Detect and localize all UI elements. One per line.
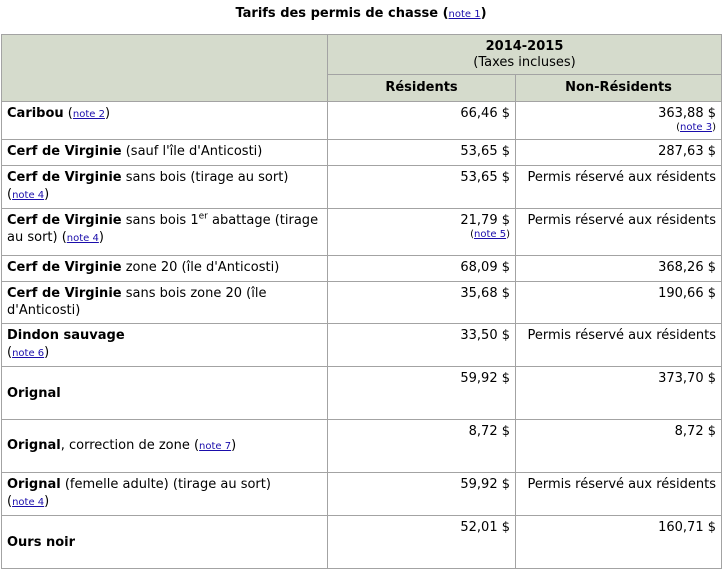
permit-detail: , correction de zone xyxy=(60,438,194,453)
table-caption: Tarifs des permis de chasse (note 1) xyxy=(235,6,487,21)
species-name: Orignal xyxy=(7,385,61,401)
permit-name-cell: Orignal, correction de zone (note 7) xyxy=(2,420,328,473)
residents-price: 59,92 $ xyxy=(328,367,516,420)
residents-price: 53,65 $ xyxy=(328,140,516,166)
taxes-label: (Taxes incluses) xyxy=(473,55,576,70)
species-name: Cerf de Virginie xyxy=(7,170,122,185)
species-name: Cerf de Virginie xyxy=(7,144,122,159)
permit-detail: sans bois 1 xyxy=(121,213,199,228)
permit-name-cell: Cerf de Virginie sans bois (tirage au sort) (note 4) xyxy=(2,166,328,209)
residents-price-cell: 21,79 $ (note 5) xyxy=(328,209,516,256)
table-row xyxy=(2,367,722,420)
residents-price: 35,68 $ xyxy=(328,282,516,324)
note-link[interactable]: note 4 xyxy=(12,190,45,201)
nonresidents-price: 368,26 $ xyxy=(516,256,722,282)
note-link[interactable]: note 3 xyxy=(680,122,713,133)
table-row xyxy=(2,209,722,256)
residents-price: 8,72 $ xyxy=(328,420,516,473)
header-blank-cell xyxy=(2,35,328,102)
residents-price: 33,50 $ xyxy=(328,324,516,367)
nonresidents-price: Permis réservé aux résidents xyxy=(516,324,722,367)
permit-detail: abattage (tirage au sort) xyxy=(7,213,319,245)
permit-detail: sans bois zone 20 (île d'Anticosti) xyxy=(7,286,267,318)
note-link[interactable]: note 7 xyxy=(199,441,232,452)
residents-price: 68,09 $ xyxy=(328,256,516,282)
nonresidents-price: 287,63 $ xyxy=(516,140,722,166)
permit-detail: sans bois (tirage au sort) xyxy=(121,170,289,185)
table-row xyxy=(2,420,722,473)
residents-price: 66,46 $ xyxy=(328,102,516,140)
nonresidents-price: Permis réservé aux résidents xyxy=(516,209,722,256)
period-header xyxy=(328,35,722,75)
residents-price: 59,92 $ xyxy=(328,473,516,516)
table-row xyxy=(2,473,722,516)
species-name: Orignal xyxy=(7,477,61,492)
permit-name-cell: Caribou (note 2) xyxy=(2,102,328,140)
nonresidents-header: Non-Résidents xyxy=(516,75,722,102)
residents-header: Résidents xyxy=(328,75,516,102)
nonresidents-price: 363,88 $ xyxy=(658,106,716,121)
caption-title: Tarifs des permis de chasse xyxy=(235,6,439,21)
nonresidents-price: 373,70 $ xyxy=(516,367,722,420)
permit-name-cell xyxy=(2,282,328,324)
permit-name-cell xyxy=(2,367,328,420)
table-row xyxy=(2,324,722,367)
hunting-permit-fees-table xyxy=(1,34,722,569)
table-row xyxy=(2,140,722,166)
species-name: Dindon sauvage xyxy=(7,328,125,343)
residents-price: 21,79 $ xyxy=(460,213,510,228)
permit-name-cell xyxy=(2,516,328,569)
nonresidents-price: 8,72 $ xyxy=(516,420,722,473)
permit-name-cell: Orignal (femelle adulte) (tirage au sort) (note 4) xyxy=(2,473,328,516)
table-row xyxy=(2,102,722,140)
note-link[interactable]: note 4 xyxy=(66,233,99,244)
species-name: Caribou xyxy=(7,106,64,121)
permit-name-cell xyxy=(2,256,328,282)
species-name: Cerf de Virginie xyxy=(7,260,122,275)
note-link[interactable]: note 6 xyxy=(12,348,45,359)
superscript: er xyxy=(198,211,208,222)
permit-detail: (sauf l'île d'Anticosti) xyxy=(121,144,263,159)
table-row xyxy=(2,166,722,209)
permit-detail: zone 20 (île d'Anticosti) xyxy=(121,260,280,275)
table-row xyxy=(2,516,722,569)
species-name: Cerf de Virginie xyxy=(7,286,122,301)
species-name: Orignal xyxy=(7,438,61,453)
table-row xyxy=(2,256,722,282)
note-link[interactable]: note 1 xyxy=(448,9,481,20)
table-row xyxy=(2,282,722,324)
note-link[interactable]: note 4 xyxy=(12,497,45,508)
period-label: 2014-2015 xyxy=(485,39,564,54)
nonresidents-price: 190,66 $ xyxy=(516,282,722,324)
residents-price: 52,01 $ xyxy=(328,516,516,569)
permit-name-cell: Dindon sauvage (note 6) xyxy=(2,324,328,367)
residents-price: 53,65 $ xyxy=(328,166,516,209)
nonresidents-price: Permis réservé aux résidents xyxy=(516,166,722,209)
nonresidents-price: Permis réservé aux résidents xyxy=(516,473,722,516)
permit-name-cell xyxy=(2,140,328,166)
note-link[interactable]: note 2 xyxy=(72,109,105,120)
permit-detail: (femelle adulte) (tirage au sort) xyxy=(60,477,271,492)
note-link[interactable]: note 5 xyxy=(474,229,507,240)
nonresidents-price: 160,71 $ xyxy=(516,516,722,569)
species-name: Ours noir xyxy=(7,534,76,550)
permit-name-cell: Cerf de Virginie sans bois 1er abattage (tirage au sort) (note 4) xyxy=(2,209,328,256)
species-name: Cerf de Virginie xyxy=(7,213,122,228)
nonresidents-price-cell: 363,88 $ (note 3) xyxy=(516,102,722,140)
